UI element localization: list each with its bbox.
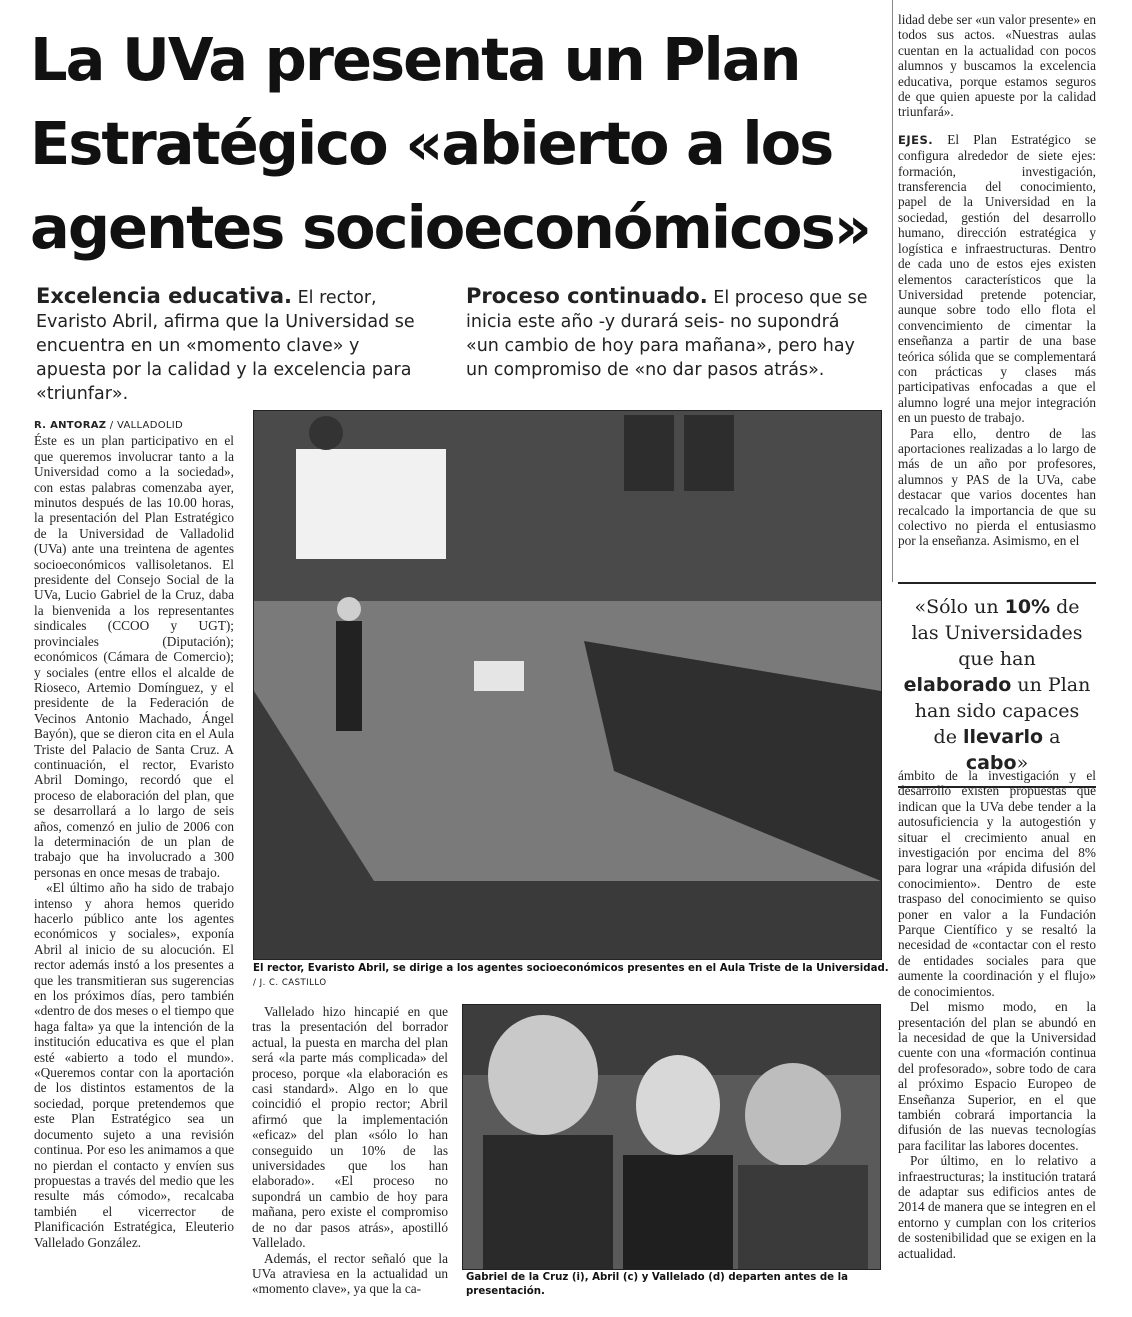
deck-right	[466, 284, 874, 382]
article-column-3-bottom	[898, 768, 1096, 1308]
ejes-text: El Plan Estratégico se configura alrededor de siete ejes: formación, investigación, transferencia del conocimiento, papel de la Universidad en la sociedad, gestión del desarrollo humano, dirección estratégica y logística e infraestructuras. Dentro de cada uno de estos ejes existen elementos característicos que la Universidad pretende potenciar, aunque sobre todo ello flota el convencimiento de cimentar la enseñanza a partir de una base teórica sólida que se complementará con prácticas y clases más participativas enfocadas a que el alumno logré una mejor integración en un puesto de trabajo.	[898, 131, 1096, 426]
column-divider	[892, 0, 893, 582]
deck-right-lead: Proceso continuado.	[466, 284, 708, 308]
article-column-1	[34, 418, 234, 1298]
headline: La UVa presenta un Plan Estratégico «abierto a los agentes socioeconómicos»	[30, 25, 870, 262]
article-column-2	[252, 1004, 448, 1296]
deck-left-text: El rector, Evaristo Abril, afirma que la Universidad se encuentra en un «momento clave» y apuesta por la calidad y la excelencia para «triunfar».	[36, 288, 415, 404]
body-paragraph: lidad debe ser «un valor presente» en todos sus actos. «Nuestras aulas cuentan en la actualidad con pocos alumnos y buscamos la excelencia educativa, porque estamos seguros de que quien apueste por la calidad triunfará».	[898, 12, 1096, 120]
body-paragraph: Para ello, dentro de las aportaciones realizadas a lo largo de más de un año por profesores, alumnos y PAS de la UVa, cabe destacar que varios docentes han recalcado la importancia de que su colectivo no pierda el entusiasmo por la enseñanza. Asimismo, en el	[898, 425, 1096, 549]
deck-left	[36, 284, 424, 406]
body-paragraph: Por último, en lo relativo a infraestructuras; la institución tratará de adaptar sus edificios antes de 2014 de manera que se integren en el entorno y cumplan con los criterios de sostenibilidad que se exigen en la actualidad.	[898, 1153, 1096, 1261]
photo-aula-triste	[253, 410, 882, 960]
photo2-caption: Gabriel de la Cruz (i), Abril (c) y Vallelado (d) departen antes de la presentación.	[466, 1272, 848, 1297]
body-paragraph: Del mismo modo, en la presentación del plan se abundó en la necesidad de que la Universidad cuente con una «formación continua del profesorado», sobre todo de cara al próximo Espacio Europeo de Enseñanza Superior, en el que también cobrará importancia la difusión de las nuevas tecnologías para facilitar las labores docentes.	[898, 999, 1096, 1153]
body-paragraph: Además, el rector señaló que la UVa atraviesa en la actualidad un «momento clave», ya que la ca-	[252, 1250, 448, 1296]
byline: R. ANTORAZ / VALLADOLID	[34, 420, 183, 431]
photo-conversation	[462, 1004, 881, 1270]
photo1-caption: El rector, Evaristo Abril, se dirige a los agentes socioeconómicos presentes en el Aula Triste de la Universidad. / J. C. CASTILLO	[253, 963, 889, 988]
ejes-paragraph	[898, 132, 1096, 426]
body-paragraph: ámbito de la investigación y el desarrollo existen propuestas que indican que la UVa debe tender a la autosuficiencia y la autogestión y situar el crecimiento anual en investigación por encima del 8% para lograr una «rápida difusión del conocimiento». Dentro de este traspaso del conocimiento se quiso poner en valor a la Fundación Parque Científico y se resaltó la necesidad de «contactar con el resto de entidades sociales para que aumente la coordinación y el flujo» de conocimientos.	[898, 768, 1096, 999]
ejes-label: EJES.	[898, 132, 934, 147]
body-paragraph: Éste es un plan participativo en el que queremos involucrar tanto a la Universidad como a la sociedad», con estas palabras comenzaba ayer, minutos después de las 10.00 horas, la presentación del Plan Estratégico de la Universidad de Valladolid (UVa) ante una treintena de agentes socioeconómicos vallisoletanos. El presidente del Consejo Social de la UVa, Lucio Gabriel de la Cruz, daba la bienvenida a los representantes sindicales (CCOO y UGT); provinciales (Diputación); económicos (Cámara de Comercio); y sociales (entre ellos el alcalde de Rioseco, Artemio Domínguez, y el presidente de la Federación de Vecinos Antonio Machado, Ángel Bayón), que se dieron cita en el Aula Triste del Palacio de Santa Cruz. A continuación, el rector, Evaristo Abril Domingo, recordó que el proceso de elaboración del plan, que se desarrollará a lo largo de seis años, comenzó en julio de 2006 con la determinación de un plan de trabajo que ha involucrado a 300 personas en once mesas de trabajo.	[34, 433, 234, 880]
photo-three-men-image	[463, 1005, 880, 1269]
pull-quote: «Sólo un 10% de las Universidades que han elaborado un Plan han sido capaces de llevarlo a cabo»	[898, 582, 1096, 788]
body-paragraph: Vallelado hizo hincapié en que tras la presentación del borrador actual, la puesta en marcha del plan será «la parte más complicada» del proceso, porque «la elaboración es casi standard». Algo en lo que coincidió el propio rector; Abril afirmó que la implementación «eficaz» del plan «sólo lo han conseguido un 10% de las universidades que los han elaborado». «El proceso no supondrá un cambio de hoy para mañana, pero existe el compromiso de no dar pasos atrás», apostilló Vallelado.	[252, 1004, 448, 1251]
deck-right-text: El proceso que se inicia este año -y durará seis- no supondrá «un cambio de hoy para mañana», pero hay un compromiso de «no dar pasos atrás».	[466, 288, 868, 380]
body-paragraph: «El último año ha sido de trabajo intenso y ahora hemos querido hacerlo público ante los agentes económicos y sociales», exponía Abril al inicio de su alocución. El rector además instó a los presentes a que les transmitieran sus sugerencias en los próximos días, pero también «dentro de dos meses o el tiempo que haga falta» ya que la intención de la institución educativa es que el plan esté «abierto a todo el mundo». «Queremos contar con la aportación de los distintos estamentos de la sociedad, porque pretendemos que este Plan Estratégico sea un documento sujeto a una revisión continua. Por eso les animamos a que no pierdan el contacto y envíen sus propuestas a través del medio que les resulte más cómodo», recalcaba también el vicerrector de Planificación Estratégica, Eleuterio Vallelado González.	[34, 880, 234, 1250]
deck-left-lead: Excelencia educativa.	[36, 284, 293, 308]
article-column-3-top	[898, 12, 1096, 577]
photo-meeting-image	[254, 411, 881, 959]
